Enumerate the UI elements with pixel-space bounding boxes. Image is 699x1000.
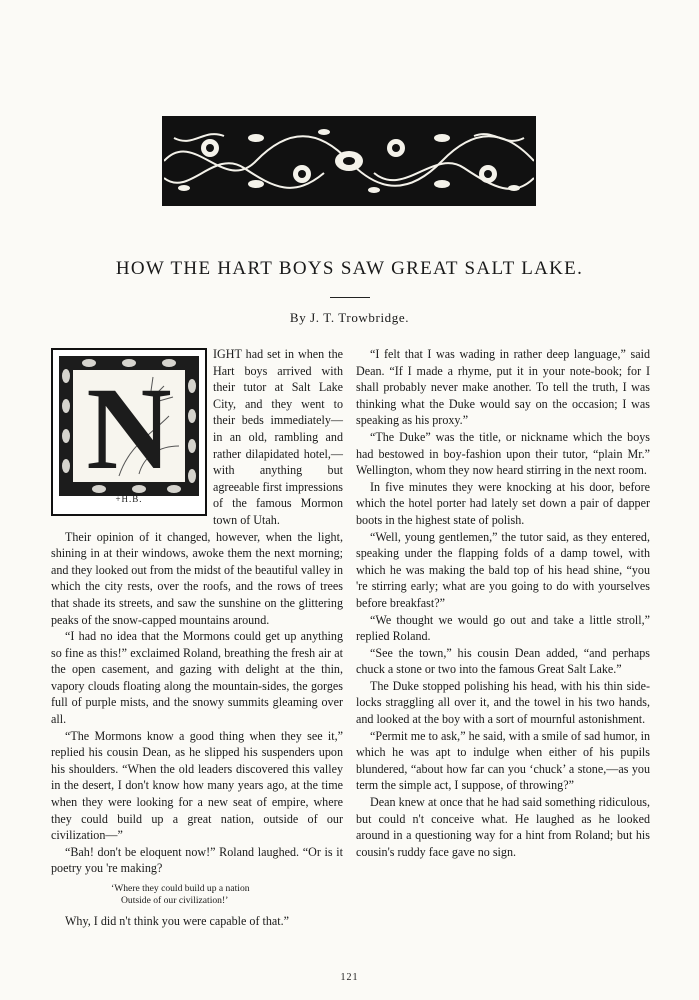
dropcap-monogram: +H.B. [115, 494, 143, 505]
dropcap-illustration [51, 348, 207, 516]
ornamental-header-banner [162, 116, 536, 206]
left-column [51, 346, 343, 930]
verse-quote [111, 883, 343, 907]
title-divider [330, 297, 370, 298]
verse-line: ‘Where they could build up a nation [111, 883, 250, 894]
article-title: HOW THE HART BOYS SAW GREAT SALT LAKE. [115, 258, 584, 279]
svg-text:N: N [86, 363, 172, 494]
page-number: 121 [340, 972, 359, 983]
paragraph: “Well, young gentlemen,” the tutor said, as they entered, speaking under the flapping folds of a damp towel, with which he was making the bald top of his head shine, “you 're stirring early; what are you going to do with yourselves before breakfast?” [356, 529, 650, 610]
paragraph: “I felt that I was wading in rather deep language,” said Dean. “If I made a rhyme, put it in your note-book; for I shall probably never make another. To tell the truth, I was thinking what the Duke would say on the occasion; I was speaking as his proxy.” [356, 347, 650, 428]
verse-line: Outside of our civilization!’ [121, 895, 229, 906]
floral-ornament-icon [164, 118, 534, 204]
paragraph: Their opinion of it changed, however, when the light, shining in at their windows, awoke them the next morning; and they looked out from the midst of the beautiful valley in which the city rests, over the roofs, and the rows of trees that shade its streets, and saw the sunshine on the glittering peaks of the snow-capped mountains around. [51, 529, 343, 627]
paragraph: “The Duke” was the title, or nickname which the boys had bestowed in boy-fashion upon their tutor, “plain Mr.” Wellington, whom they now heard stirring in the next room. [356, 429, 650, 478]
article-byline: By J. T. Trowbridge. [289, 310, 410, 325]
paragraph: The Duke stopped polishing his head, with his thin side-locks straggling all over it, and the towel in his two hands, and looked at the boy with a sort of mournful astonishment. [356, 678, 650, 727]
paragraph: Why, I did n't think you were capable of that.” [65, 914, 290, 928]
paragraph: “The Mormons know a good thing when they see it,” replied his cousin Dean, as he slipped his suspenders upon his shoulders. “When the old leaders discovered this valley in the desert, I don't know how many years ago, at the time when they were looking for a new seat of empire, where they could build up a great nation, outside of our civilization—” [51, 728, 343, 843]
right-column [356, 346, 650, 860]
paragraph: “Permit me to ask,” he said, with a smile of sad humor, in which he was apt to indulge when either of his pupils blundered, “about how far can you ‘chuck’ a stone,—as you term the simple act, I suppose, of throwing?” [356, 728, 650, 793]
paragraph: IGHT had set in when the Hart boys arrived with their tutor at Salt Lake City, and they went to their beds immediately—in an old, rambling and rather dilapidated hotel,—with anything but agreeable first impressions of the famous Mormon town of Utah. [213, 347, 343, 527]
paragraph: “Bah! don't be eloquent now!” Roland laughed. “Or is it poetry you 're making? [51, 844, 343, 876]
paragraph: “See the town,” his cousin Dean added, “and perhaps chuck a stone or two into the famous Great Salt Lake.” [356, 645, 650, 677]
paragraph: “We thought we would go out and take a little stroll,” replied Roland. [356, 612, 650, 644]
dropcap-letter-icon [59, 356, 199, 496]
paragraph: In five minutes they were knocking at his door, before which the hotel porter had lately set down a pair of dapper boots in the highest state of polish. [356, 479, 650, 527]
paragraph: “I had no idea that the Mormons could get up anything so fine as this!” exclaimed Roland, breathing the fresh air at the open casement, and gazing with delight at the thin, vapory clouds floating along the mountain-sides, the gorges full of purple mists, and the snowy summits gleaming over all. [51, 629, 343, 727]
paragraph: Dean knew at once that he had said something ridiculous, but could n't conceive what. He laughed as he looked around in a questioning way for a hint from Roland; but his cousin's ruddy face gave no sign. [356, 795, 650, 859]
